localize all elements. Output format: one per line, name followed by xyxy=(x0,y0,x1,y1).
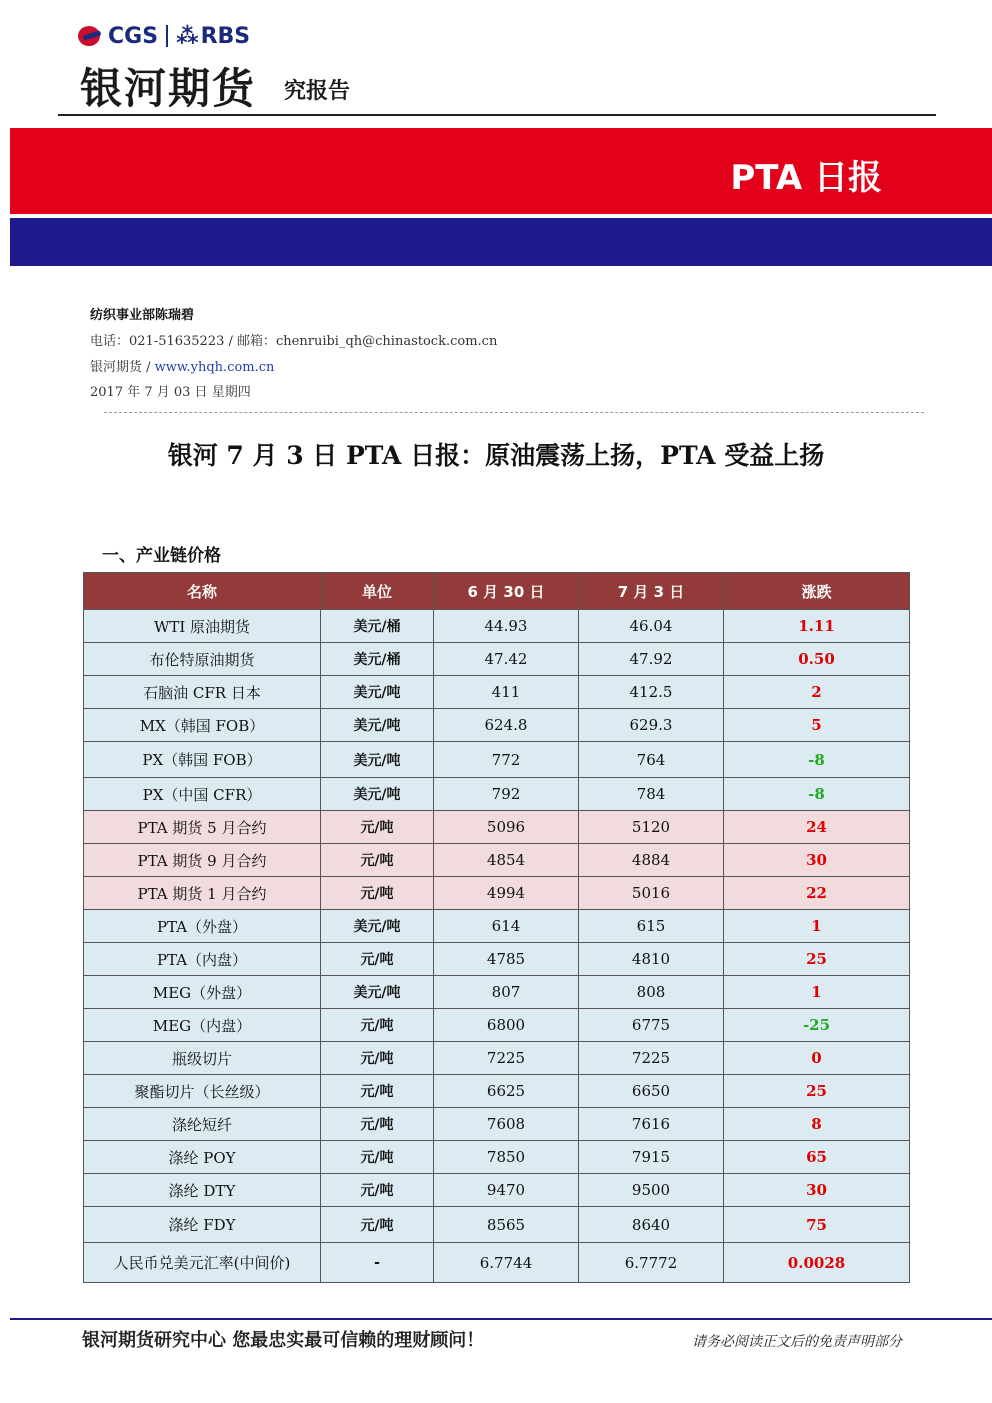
cell-curr: 615 xyxy=(579,910,724,943)
cell-name: PX（韩国 FOB） xyxy=(84,742,321,778)
table-row xyxy=(84,742,910,778)
table-row xyxy=(84,943,910,976)
cell-prev: 9470 xyxy=(434,1174,579,1207)
table-row xyxy=(84,910,910,943)
table-row xyxy=(84,778,910,811)
cell-name: PTA 期货 1 月合约 xyxy=(84,877,321,910)
cell-name: MX（韩国 FOB） xyxy=(84,709,321,742)
cell-unit: 元/吨 xyxy=(321,1075,434,1108)
cell-unit: 元/吨 xyxy=(321,844,434,877)
cell-prev: 8565 xyxy=(434,1207,579,1243)
cell-curr: 629.3 xyxy=(579,709,724,742)
cell-curr: 412.5 xyxy=(579,676,724,709)
cell-prev: 614 xyxy=(434,910,579,943)
cell-curr: 4884 xyxy=(579,844,724,877)
cell-prev: 624.8 xyxy=(434,709,579,742)
cell-curr: 764 xyxy=(579,742,724,778)
section-title: 一、产业链价格 xyxy=(102,546,221,566)
table-row xyxy=(84,1243,910,1283)
cell-unit: 元/吨 xyxy=(321,877,434,910)
table-row xyxy=(84,811,910,844)
cell-change: -8 xyxy=(724,778,910,811)
cell-change: 0.0028 xyxy=(724,1243,910,1283)
table-row xyxy=(84,1141,910,1174)
cell-name: PTA（内盘） xyxy=(84,943,321,976)
table-row xyxy=(84,1009,910,1042)
cell-prev: 4785 xyxy=(434,943,579,976)
cell-prev: 7225 xyxy=(434,1042,579,1075)
cell-prev: 807 xyxy=(434,976,579,1009)
cell-prev: 44.93 xyxy=(434,610,579,643)
table-row xyxy=(84,709,910,742)
cell-curr: 46.04 xyxy=(579,610,724,643)
author-department: 纺织事业部陈瑞碧 xyxy=(90,308,195,323)
cell-curr: 808 xyxy=(579,976,724,1009)
cell-change: 30 xyxy=(724,844,910,877)
cell-change: 0 xyxy=(724,1042,910,1075)
cell-change: 25 xyxy=(724,1075,910,1108)
cell-change: 5 xyxy=(724,709,910,742)
cell-name: MEG（外盘） xyxy=(84,976,321,1009)
table-row xyxy=(84,643,910,676)
cell-change: 22 xyxy=(724,877,910,910)
cell-change: 8 xyxy=(724,1108,910,1141)
cell-change: 1 xyxy=(724,976,910,1009)
cell-name: 聚酯切片（长丝级） xyxy=(84,1075,321,1108)
table-row xyxy=(84,844,910,877)
cell-change: 30 xyxy=(724,1174,910,1207)
table-row xyxy=(84,1042,910,1075)
footer-divider xyxy=(10,1318,992,1320)
table-header-row xyxy=(84,573,910,610)
cell-curr: 4810 xyxy=(579,943,724,976)
cell-unit: 美元/吨 xyxy=(321,778,434,811)
cell-name: 人民币兑美元汇率(中间价) xyxy=(84,1243,321,1283)
table-body xyxy=(84,610,910,1283)
header-change: 涨跌 xyxy=(724,573,910,610)
title-band-blue xyxy=(10,218,992,266)
cell-prev: 5096 xyxy=(434,811,579,844)
dashed-divider xyxy=(104,412,924,413)
cell-change: -25 xyxy=(724,1009,910,1042)
cell-unit: 元/吨 xyxy=(321,943,434,976)
report-title: 银河 7 月 3 日 PTA 日报：原油震荡上扬，PTA 受益上扬 xyxy=(167,441,825,470)
header-unit: 单位 xyxy=(321,573,434,610)
logo-divider xyxy=(166,25,168,47)
cell-change: 65 xyxy=(724,1141,910,1174)
author-contact: 电话：021-51635223 / 邮箱：chenruibi_qh@chinastock.com.cn xyxy=(90,334,498,349)
cell-unit: 美元/桶 xyxy=(321,643,434,676)
cell-unit: 元/吨 xyxy=(321,1042,434,1075)
cell-prev: 6.7744 xyxy=(434,1243,579,1283)
cell-name: 涤纶 POY xyxy=(84,1141,321,1174)
rbs-logo-icon: ⁂ xyxy=(176,23,199,49)
price-table xyxy=(83,572,910,1283)
cell-unit: 美元/吨 xyxy=(321,742,434,778)
cell-unit: - xyxy=(321,1243,434,1283)
cell-prev: 792 xyxy=(434,778,579,811)
cgs-logo-icon xyxy=(78,25,104,47)
cell-name: 涤纶短纤 xyxy=(84,1108,321,1141)
cell-curr: 6650 xyxy=(579,1075,724,1108)
cell-name: PX（中国 CFR） xyxy=(84,778,321,811)
cell-curr: 47.92 xyxy=(579,643,724,676)
cell-prev: 6625 xyxy=(434,1075,579,1108)
header-name: 名称 xyxy=(84,573,321,610)
cell-prev: 4994 xyxy=(434,877,579,910)
cell-change: -8 xyxy=(724,742,910,778)
cell-change: 0.50 xyxy=(724,643,910,676)
table-row xyxy=(84,1207,910,1243)
cell-prev: 7850 xyxy=(434,1141,579,1174)
table-row xyxy=(84,976,910,1009)
cell-name: PTA 期货 9 月合约 xyxy=(84,844,321,877)
cell-prev: 411 xyxy=(434,676,579,709)
company-site xyxy=(90,356,274,375)
cell-change: 24 xyxy=(724,811,910,844)
cell-change: 25 xyxy=(724,943,910,976)
cell-curr: 784 xyxy=(579,778,724,811)
cell-unit: 元/吨 xyxy=(321,811,434,844)
report-type-title: PTA 日报 xyxy=(730,158,882,198)
cell-unit: 元/吨 xyxy=(321,1141,434,1174)
table-row xyxy=(84,676,910,709)
cgs-logo-text: CGS xyxy=(108,23,159,49)
cell-unit: 美元/吨 xyxy=(321,709,434,742)
cell-curr: 9500 xyxy=(579,1174,724,1207)
footer-slogan: 银河期货研究中心 您最忠实最可信赖的理财顾问！ xyxy=(82,1330,485,1351)
brand-subtitle: 究报告 xyxy=(284,79,351,104)
cell-curr: 7225 xyxy=(579,1042,724,1075)
table-row xyxy=(84,1075,910,1108)
cell-unit: 元/吨 xyxy=(321,1174,434,1207)
cell-change: 75 xyxy=(724,1207,910,1243)
header-curr-date: 7 月 3 日 xyxy=(579,573,724,610)
cell-change: 1 xyxy=(724,910,910,943)
cell-curr: 5120 xyxy=(579,811,724,844)
cell-unit: 美元/吨 xyxy=(321,976,434,1009)
cell-curr: 6.7772 xyxy=(579,1243,724,1283)
cell-name: MEG（内盘） xyxy=(84,1009,321,1042)
cell-prev: 7608 xyxy=(434,1108,579,1141)
cell-unit: 美元/桶 xyxy=(321,610,434,643)
header-divider xyxy=(58,114,936,116)
cell-unit: 美元/吨 xyxy=(321,910,434,943)
rbs-logo-text: RBS xyxy=(200,23,251,49)
cell-name: 石脑油 CFR 日本 xyxy=(84,676,321,709)
cell-prev: 6800 xyxy=(434,1009,579,1042)
cell-unit: 元/吨 xyxy=(321,1009,434,1042)
cell-prev: 4854 xyxy=(434,844,579,877)
cell-unit: 美元/吨 xyxy=(321,676,434,709)
cell-name: 布伦特原油期货 xyxy=(84,643,321,676)
cell-curr: 8640 xyxy=(579,1207,724,1243)
cell-change: 2 xyxy=(724,676,910,709)
site-prefix: 银河期货 / xyxy=(90,360,155,375)
site-link[interactable]: www.yhqh.com.cn xyxy=(154,360,275,375)
cell-name: PTA 期货 5 月合约 xyxy=(84,811,321,844)
company-logo xyxy=(78,22,250,50)
cell-curr: 7915 xyxy=(579,1141,724,1174)
cell-prev: 772 xyxy=(434,742,579,778)
cell-unit: 元/吨 xyxy=(321,1207,434,1243)
header-prev-date: 6 月 30 日 xyxy=(434,573,579,610)
cell-name: PTA（外盘） xyxy=(84,910,321,943)
table-row xyxy=(84,877,910,910)
cell-curr: 5016 xyxy=(579,877,724,910)
cell-name: WTI 原油期货 xyxy=(84,610,321,643)
cell-curr: 7616 xyxy=(579,1108,724,1141)
table-row xyxy=(84,1108,910,1141)
cell-name: 瓶级切片 xyxy=(84,1042,321,1075)
table-row xyxy=(84,610,910,643)
report-date: 2017 年 7 月 03 日 星期四 xyxy=(90,385,251,400)
table-row xyxy=(84,1174,910,1207)
cell-name: 涤纶 DTY xyxy=(84,1174,321,1207)
cell-curr: 6775 xyxy=(579,1009,724,1042)
cell-unit: 元/吨 xyxy=(321,1108,434,1141)
footer-disclaimer: 请务必阅读正文后的免责声明部分 xyxy=(692,1334,902,1350)
cell-prev: 47.42 xyxy=(434,643,579,676)
cell-name: 涤纶 FDY xyxy=(84,1207,321,1243)
brand-name: 银河期货 xyxy=(80,64,257,113)
cell-change: 1.11 xyxy=(724,610,910,643)
